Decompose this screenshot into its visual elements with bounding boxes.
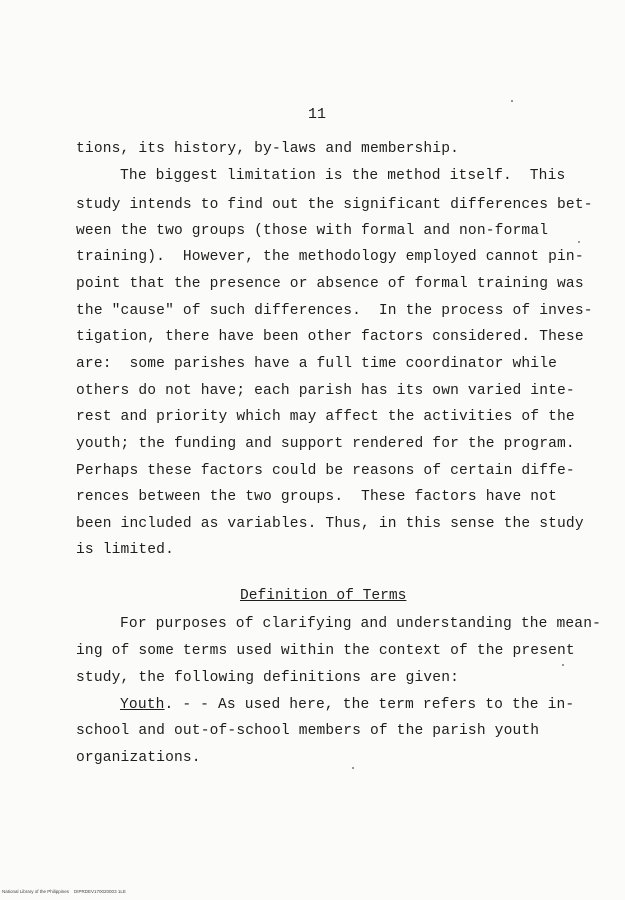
text-line: study intends to find out the significant differences bet- xyxy=(76,197,593,213)
text-line: study, the following definitions are given: xyxy=(76,670,460,686)
scan-speck xyxy=(352,767,354,769)
text-line: organizations. xyxy=(76,750,201,766)
text-line: youth; the funding and support rendered for the program. xyxy=(76,436,575,452)
text-line: others do not have; each parish has its own varied inte- xyxy=(76,383,575,399)
text-line: Perhaps these factors could be reasons of certain diffe- xyxy=(76,463,575,479)
text-line: the "cause" of such differences. In the process of inves- xyxy=(76,303,593,319)
scan-speck xyxy=(578,241,580,243)
definition-youth-line xyxy=(120,696,574,714)
page-number: 11 xyxy=(308,106,327,123)
text-line: ing of some terms used within the context of the present xyxy=(76,643,575,659)
text-line: tigation, there have been other factors considered. These xyxy=(76,329,584,345)
scan-speck xyxy=(562,664,564,666)
text-line: training). However, the methodology employed cannot pin- xyxy=(76,249,584,265)
text-line: ween the two groups (those with formal and non-formal xyxy=(76,223,549,239)
definition-text: . - - As used here, the term refers to the in- xyxy=(164,697,575,713)
text-line: The biggest limitation is the method itself. This xyxy=(120,168,566,184)
text-line: point that the presence or absence of formal training was xyxy=(76,276,584,292)
defined-term: Youth xyxy=(120,697,165,713)
scan-speck xyxy=(511,100,513,102)
footer-stamp: National Library of the Philippines DIPRDEV170020003 1LE xyxy=(2,889,126,894)
text-line: tions, its history, by-laws and membership. xyxy=(76,141,460,157)
text-line: been included as variables. Thus, in this sense the study xyxy=(76,516,584,532)
text-line: school and out-of-school members of the parish youth xyxy=(76,723,540,739)
text-line: are: some parishes have a full time coordinator while xyxy=(76,356,558,372)
text-line: is limited. xyxy=(76,542,174,558)
text-line: rest and priority which may affect the activities of the xyxy=(76,409,575,425)
text-line: For purposes of clarifying and understanding the mean- xyxy=(120,616,602,632)
text-line: rences between the two groups. These factors have not xyxy=(76,489,558,505)
section-heading: Definition of Terms xyxy=(240,588,407,604)
